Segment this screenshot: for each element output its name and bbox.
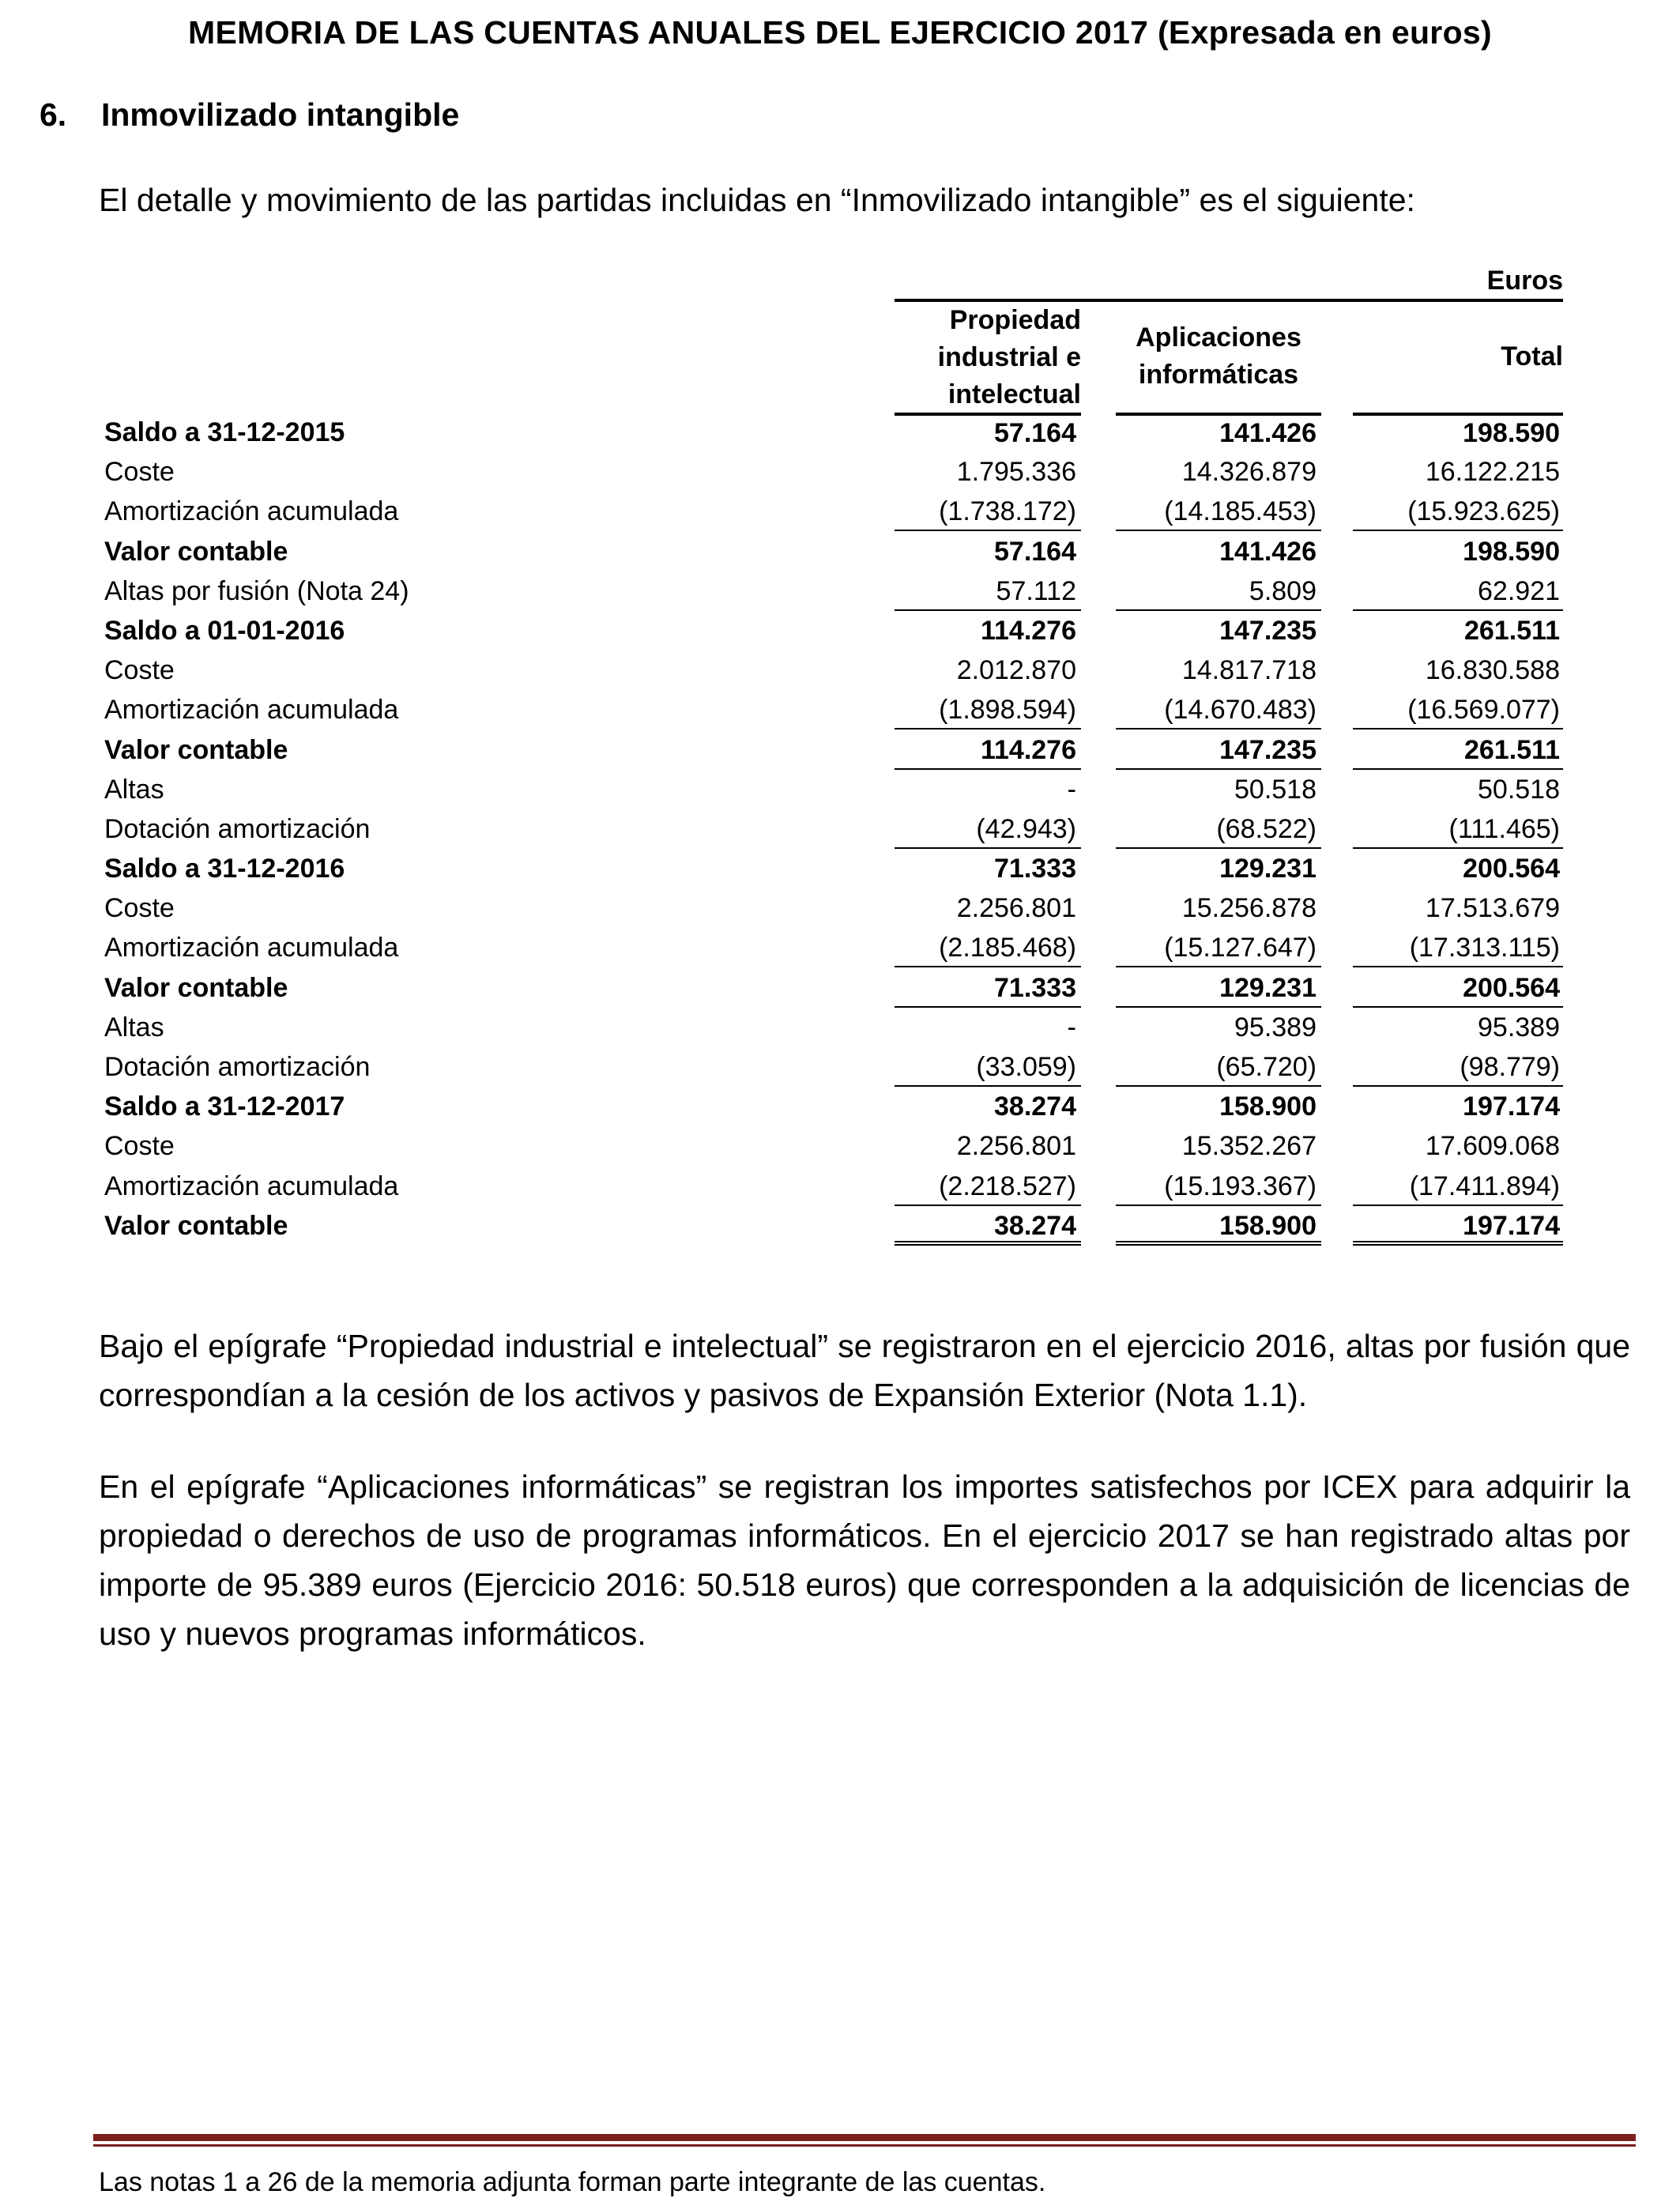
row-label: Valor contable xyxy=(104,1210,288,1241)
cell-propiedad: 2.256.801 xyxy=(956,893,1076,924)
column-header-total: Total xyxy=(1501,341,1563,371)
cell-aplicaciones: (65.720) xyxy=(1116,1047,1321,1087)
cell-total: (17.411.894) xyxy=(1353,1167,1563,1206)
table-row xyxy=(104,770,1563,809)
row-label: Coste xyxy=(104,893,175,924)
row-label: Valor contable xyxy=(104,734,288,765)
cell-total: 197.174 xyxy=(1463,1091,1560,1122)
cell-propiedad: (33.059) xyxy=(895,1047,1081,1087)
cell-aplicaciones: 141.426 xyxy=(1116,413,1321,452)
cell-aplicaciones: (14.670.483) xyxy=(1116,690,1321,730)
cell-aplicaciones: 15.256.878 xyxy=(1181,893,1317,924)
cell-total: 17.513.679 xyxy=(1425,893,1560,924)
row-label: Saldo a 31-12-2017 xyxy=(104,1091,345,1122)
cell-total: 17.609.068 xyxy=(1425,1131,1560,1162)
cell-total: 95.389 xyxy=(1478,1012,1560,1042)
footer-rule-thin xyxy=(93,2144,1636,2147)
cell-total: 198.590 xyxy=(1353,413,1563,452)
cell-aplicaciones: 147.235 xyxy=(1219,615,1317,646)
cell-total: 197.174 xyxy=(1353,1206,1563,1246)
page-header: MEMORIA DE LAS CUENTAS ANUALES DEL EJERCICIO 2017 (Expresada en euros) xyxy=(188,14,1492,51)
cell-propiedad: (1.738.172) xyxy=(895,492,1081,531)
column-header-propiedad: Propiedad industrial e intelectual xyxy=(937,305,1081,409)
column-header-aplicaciones: Aplicaciones informáticas xyxy=(1136,322,1301,390)
cell-aplicaciones: 147.235 xyxy=(1116,730,1321,770)
row-label: Saldo a 31-12-2016 xyxy=(104,854,345,884)
cell-propiedad: (2.218.527) xyxy=(895,1167,1081,1206)
table-row xyxy=(104,888,1563,928)
section-number: 6. xyxy=(40,96,67,133)
cell-propiedad: - xyxy=(1067,774,1076,805)
paragraph-propiedad: Bajo el epígrafe “Propiedad industrial e intelectual” se registraron en el ejercicio 2016, altas por fusión que correspondían a la cesión de los activos y pasivos de Expansión Exterior (Nota 1.1). xyxy=(99,1328,1630,1413)
row-label: Coste xyxy=(104,1131,175,1162)
cell-propiedad: 38.274 xyxy=(895,1206,1081,1246)
cell-propiedad: 2.012.870 xyxy=(956,655,1076,686)
cell-aplicaciones: 14.326.879 xyxy=(1181,457,1317,488)
table-row xyxy=(104,1126,1563,1166)
cell-total: 261.511 xyxy=(1353,730,1563,770)
table-row xyxy=(104,571,1563,611)
cell-total: 50.518 xyxy=(1478,774,1560,805)
table-row xyxy=(104,968,1563,1008)
cell-aplicaciones: 158.900 xyxy=(1116,1206,1321,1246)
cell-aplicaciones: (14.185.453) xyxy=(1116,492,1321,531)
section-title: Inmovilizado intangible xyxy=(101,96,460,133)
cell-aplicaciones: 50.518 xyxy=(1234,774,1317,805)
cell-total: 200.564 xyxy=(1353,968,1563,1008)
cell-propiedad: (2.185.468) xyxy=(895,928,1081,967)
table-row xyxy=(104,1167,1563,1206)
cell-aplicaciones: (15.193.367) xyxy=(1116,1167,1321,1206)
cell-total: (98.779) xyxy=(1353,1047,1563,1087)
table-row xyxy=(104,452,1563,492)
cell-aplicaciones: 141.426 xyxy=(1219,536,1317,567)
row-label: Dotación amortización xyxy=(104,1052,371,1082)
cell-aplicaciones: 95.389 xyxy=(1234,1012,1317,1042)
table-row xyxy=(104,730,1563,770)
row-label: Amortización acumulada xyxy=(104,933,399,963)
cell-total: 62.921 xyxy=(1353,571,1563,611)
units-row xyxy=(104,261,1563,300)
cell-propiedad: (42.943) xyxy=(895,809,1081,849)
cell-aplicaciones: (15.127.647) xyxy=(1116,928,1321,967)
cell-propiedad: 38.274 xyxy=(994,1091,1076,1122)
table-row xyxy=(104,1047,1563,1087)
cell-aplicaciones: (68.522) xyxy=(1116,809,1321,849)
table-row xyxy=(104,690,1563,730)
footer-rule-thick xyxy=(93,2134,1636,2141)
intangible-assets-table xyxy=(104,261,1563,1258)
table-row xyxy=(104,1206,1563,1246)
table-row xyxy=(104,492,1563,531)
row-label: Altas xyxy=(104,1012,164,1042)
row-label: Amortización acumulada xyxy=(104,1171,399,1201)
table-body xyxy=(104,413,1563,1246)
cell-propiedad: 2.256.801 xyxy=(956,1131,1076,1162)
table-row xyxy=(104,809,1563,849)
cell-propiedad: 1.795.336 xyxy=(956,457,1076,488)
cell-propiedad: 57.112 xyxy=(895,571,1081,611)
cell-propiedad: 71.333 xyxy=(994,854,1076,884)
cell-propiedad: 71.333 xyxy=(895,968,1081,1008)
cell-propiedad: 114.276 xyxy=(980,615,1076,646)
intro-text: El detalle y movimiento de las partidas incluidas en “Inmovilizado intangible” es el siguiente: xyxy=(99,182,1415,218)
cell-total: 200.564 xyxy=(1463,854,1560,884)
table-row xyxy=(104,532,1563,571)
table-row xyxy=(104,650,1563,690)
cell-propiedad: (1.898.594) xyxy=(895,690,1081,730)
row-label: Saldo a 31-12-2015 xyxy=(104,417,345,447)
row-label: Valor contable xyxy=(104,536,288,567)
row-label: Dotación amortización xyxy=(104,813,371,844)
table-row xyxy=(104,928,1563,967)
paragraph-aplicaciones: En el epígrafe “Aplicaciones informáticas” se registran los importes satisfechos por ICEX para adquirir la propiedad o derechos de uso de programas informáticos. En el ejercicio 2017 se han registrado altas por importe de 95.389 euros (Ejercicio 2016: 50.518 euros) que corresponden a la adquisición de licencias de uso y nuevos programas informáticos. xyxy=(99,1468,1630,1652)
row-label: Altas por fusión (Nota 24) xyxy=(104,575,409,606)
cell-total: 198.590 xyxy=(1463,536,1560,567)
cell-total: (17.313.115) xyxy=(1353,928,1563,967)
table-row xyxy=(104,1008,1563,1047)
cell-propiedad: 57.164 xyxy=(895,413,1081,452)
table-row xyxy=(104,611,1563,650)
row-label: Amortización acumulada xyxy=(104,496,399,527)
cell-aplicaciones: 5.809 xyxy=(1116,571,1321,611)
footer-rule xyxy=(93,2134,1636,2147)
cell-total: 16.122.215 xyxy=(1425,457,1560,488)
row-label: Altas xyxy=(104,774,164,805)
cell-total: (15.923.625) xyxy=(1353,492,1563,531)
row-label: Valor contable xyxy=(104,972,288,1003)
cell-total: 261.511 xyxy=(1463,615,1560,646)
cell-aplicaciones: 129.231 xyxy=(1219,854,1317,884)
cell-propiedad: - xyxy=(1067,1012,1076,1042)
row-label: Coste xyxy=(104,457,175,488)
row-label: Amortización acumulada xyxy=(104,695,399,726)
cell-total: (16.569.077) xyxy=(1353,690,1563,730)
table-row xyxy=(104,413,1563,452)
cell-total: 16.830.588 xyxy=(1425,655,1560,686)
cell-aplicaciones: 158.900 xyxy=(1219,1091,1317,1122)
cell-total: (111.465) xyxy=(1353,809,1563,849)
cell-aplicaciones: 15.352.267 xyxy=(1181,1131,1317,1162)
cell-aplicaciones: 14.817.718 xyxy=(1181,655,1317,686)
section-heading xyxy=(40,96,459,134)
cell-propiedad: 114.276 xyxy=(895,730,1081,770)
table-row xyxy=(104,1087,1563,1126)
footer-note: Las notas 1 a 26 de la memoria adjunta forman parte integrante de las cuentas. xyxy=(99,2167,1046,2197)
row-label: Saldo a 01-01-2016 xyxy=(104,615,345,646)
table-row xyxy=(104,849,1563,888)
cell-aplicaciones: 129.231 xyxy=(1116,968,1321,1008)
cell-propiedad: 57.164 xyxy=(994,536,1076,567)
row-label: Coste xyxy=(104,655,175,686)
units-label: Euros xyxy=(1486,266,1563,296)
